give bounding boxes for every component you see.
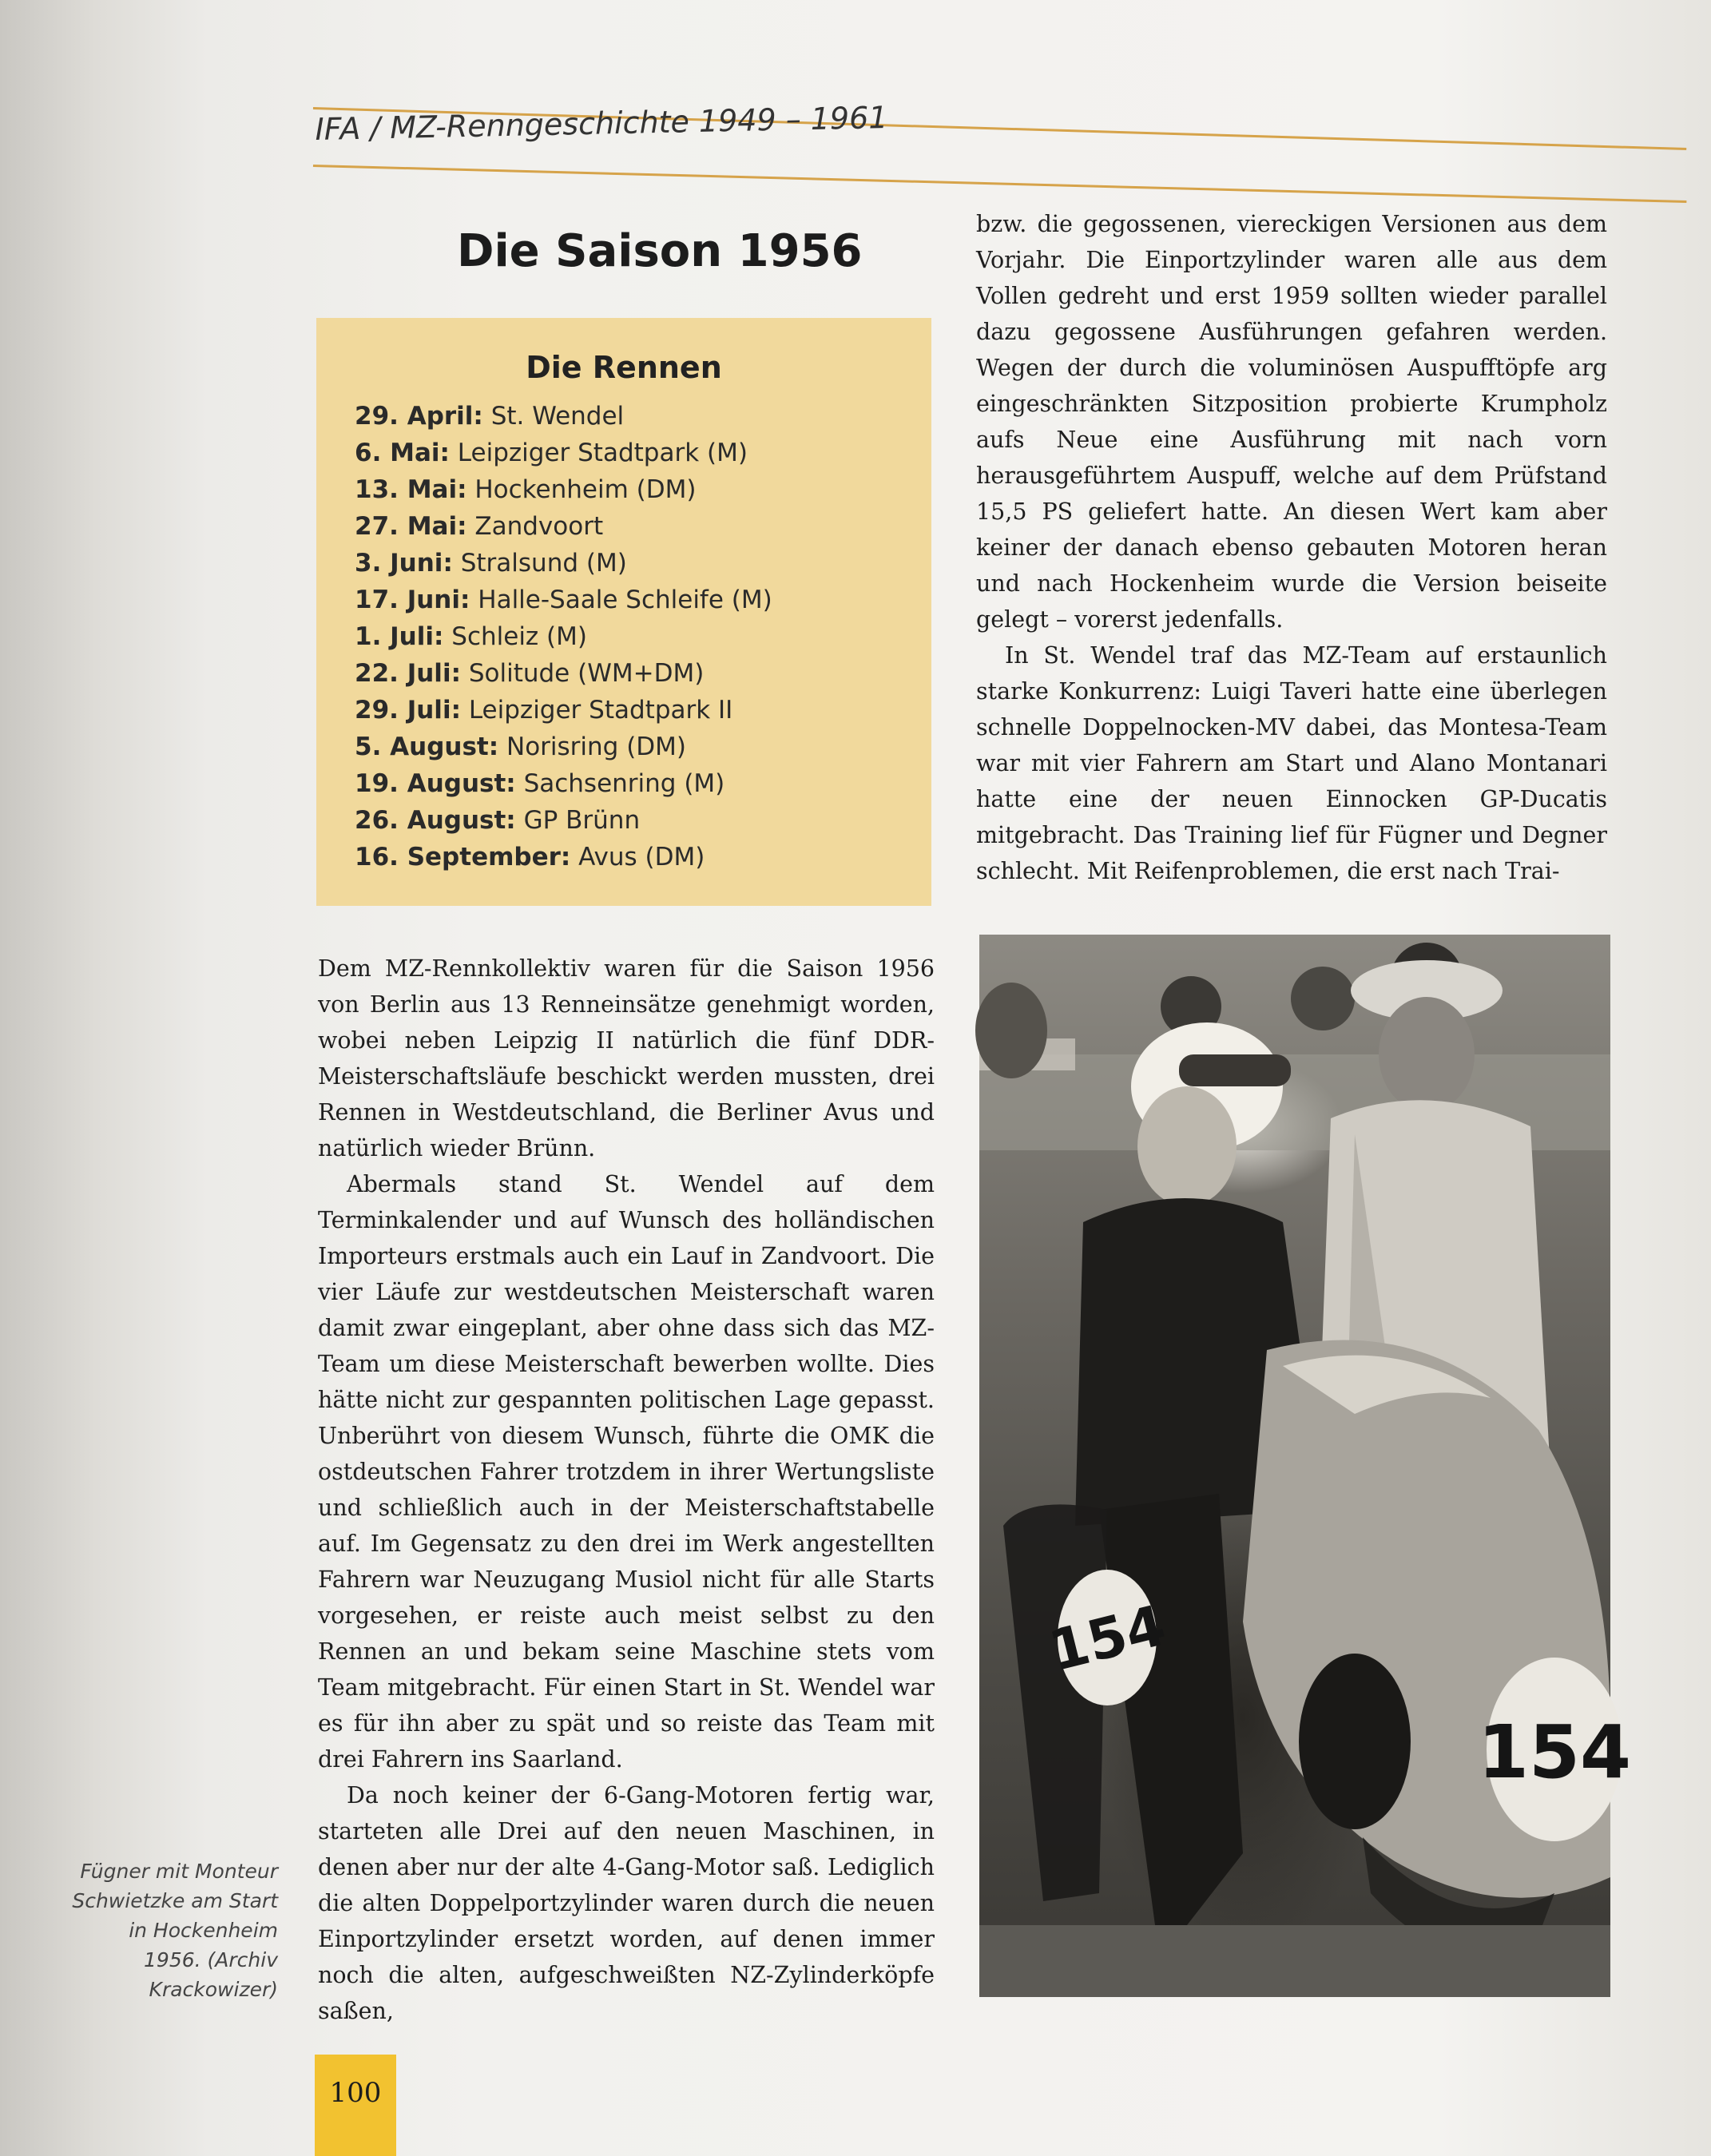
race-item: 19. August: Sachsenring (M)	[355, 769, 725, 798]
body-text-right	[976, 206, 1607, 889]
race-item: 5. August: Norisring (DM)	[355, 733, 687, 761]
motorcycle-racer-photo	[979, 935, 1632, 1997]
running-head: IFA / MZ-Renngeschichte 1949 – 1961	[315, 99, 888, 147]
race-number-front: 154	[1042, 1592, 1173, 1685]
race-item: 3. Juni: Stralsund (M)	[355, 549, 627, 578]
body-text-left	[318, 951, 935, 2029]
race-item: 29. April: St. Wendel	[355, 402, 625, 431]
races-title: Die Rennen	[526, 350, 722, 385]
race-item: 13. Mai: Hockenheim (DM)	[355, 475, 697, 504]
race-item: 16. September: Avus (DM)	[355, 843, 705, 872]
race-number-side: 154	[1477, 1709, 1632, 1795]
photo-illustration	[979, 935, 1632, 1997]
race-item: 1. Juli: Schleiz (M)	[355, 622, 587, 651]
paragraph: In St. Wendel traf das MZ-Team auf erstaunlich starke Konkurrenz: Luigi Taveri hatte eine überlegen schnelle Doppelnocken-MV dabei, das Montesa-Team war mit vier Fahrern am Start und Alano Montanari hatte eine der neuen Einnocken GP-Ducatis mitgebracht. Das Training lief für Fügner und Degner schlecht. Mit Reifenproblemen, die erst nach Trai-	[976, 642, 1607, 884]
paragraph: bzw. die gegossenen, viereckigen Versionen aus dem Vorjahr. Die Einportzylinder waren alle aus dem Vollen gedreht und erst 1959 sollten wieder parallel dazu gegossene Ausführungen gefahren werden. Wegen der durch die voluminösen Auspufftöpfe arg eingeschränkten Sitzposition probierte Krumpholz aufs Neue eine Ausführung mit nach vorn herausgeführtem Auspuff, welche auf dem Prüfstand 15,5 PS geliefert hatte. An diesen Wert kam aber keiner der danach ebenso gebauten Motoren heran und nach Hockenheim wurde die Version beiseite gelegt – vorerst jedenfalls.	[976, 211, 1607, 633]
race-item: 6. Mai: Leipziger Stadtpark (M)	[355, 439, 748, 467]
race-item: 26. August: GP Brünn	[355, 806, 641, 835]
paragraph: Da noch keiner der 6-Gang-Motoren fertig war, starteten alle Drei auf den neuen Maschinen, in denen aber nur der alte 4-Gang-Motor saß. Lediglich die alten Doppelportzylinder waren durch die neuen Einportzylinder ersetzt worden, auf denen immer noch die alten, aufgeschweißten NZ-Zylinderköpfe saßen,	[318, 1782, 935, 2024]
page-number-box	[315, 2055, 396, 2156]
photo-caption: Fügner mit Monteur Schwietzke am Start in Hockenheim 1956. (Archiv Krackowizer)	[72, 1860, 278, 2001]
header-rule-bottom	[313, 165, 1686, 203]
paragraph: Dem MZ-Rennkollektiv waren für die Saison 1956 von Berlin aus 13 Renneinsätze genehmigt worden, wobei neben Leipzig II natürlich die fünf DDR-Meisterschaftsläufe beschickt werden mussten, drei Rennen in Westdeutschland, die Berliner Avus und natürlich wieder Brünn.	[318, 955, 935, 1161]
paragraph: Abermals stand St. Wendel auf dem Terminkalender und auf Wunsch des holländischen Importeurs erstmals auch ein Lauf in Zandvoort. Die vier Läufe zur westdeutschen Meisterschaft waren damit zwar eingeplant, aber ohne dass sich das MZ-Team um diese Meisterschaft bewerben wollte. Dies hätte nicht zur gespannten politischen Lage gepasst. Unberührt von diesem Wunsch, führte die OMK die ostdeutschen Fahrer trotzdem in ihrer Wertungsliste und schließlich auch in der Meisterschaftstabelle auf. Im Gegensatz zu den drei im Werk angestellten Fahrern war Neuzugang Musiol nicht für alle Starts vorgesehen, er reiste auch meist selbst zu den Rennen an und bekam seine Maschine stets vom Team mitgebracht. Für einen Start in St. Wendel war es für ihn aber zu spät und so reiste das Team mit drei Fahrern ins Saarland.	[318, 1171, 935, 1773]
section-title: Die Saison 1956	[457, 225, 863, 277]
races-box	[316, 318, 931, 906]
race-item: 29. Juli: Leipziger Stadtpark II	[355, 696, 733, 725]
races-list	[355, 398, 772, 876]
race-item: 27. Mai: Zandvoort	[355, 512, 604, 541]
race-item: 17. Juni: Halle-Saale Schleife (M)	[355, 586, 772, 614]
race-item: 22. Juli: Solitude (WM+DM)	[355, 659, 705, 688]
page-number: 100	[329, 2077, 382, 2109]
